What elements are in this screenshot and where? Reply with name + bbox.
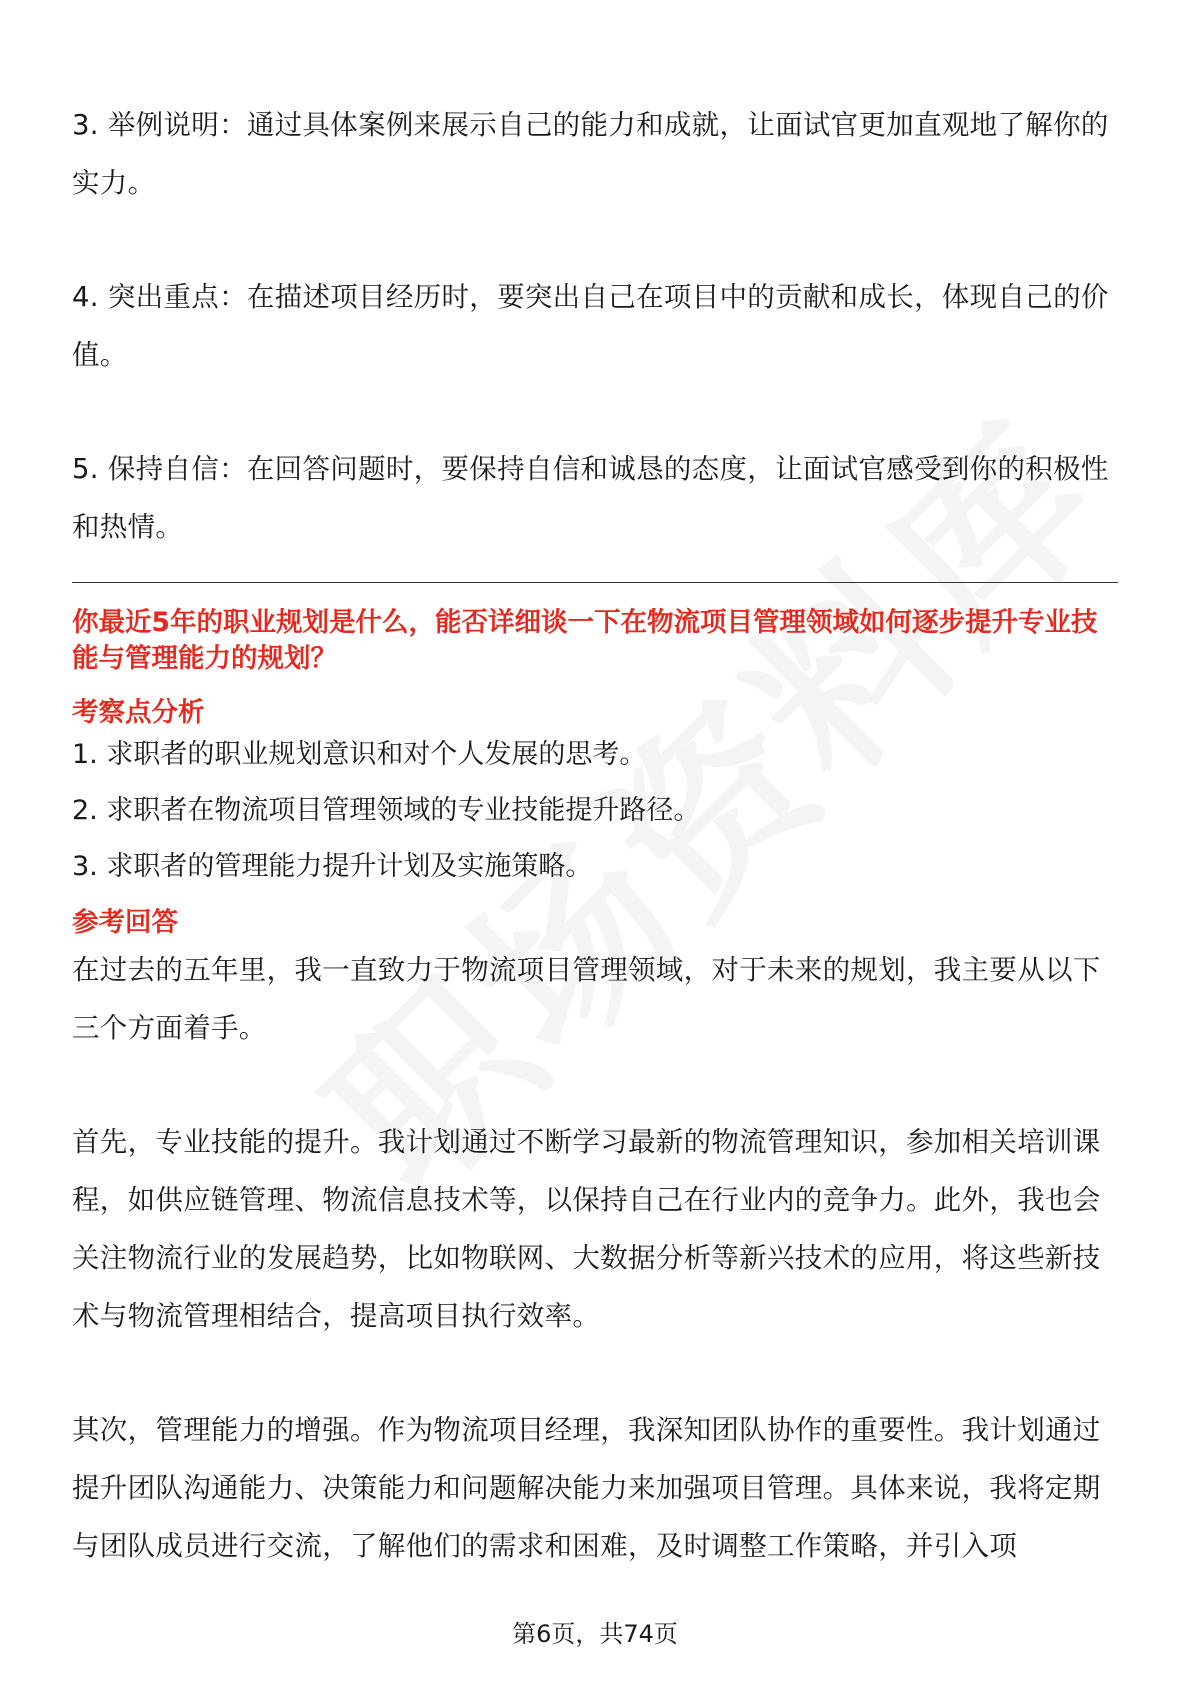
tip-paragraph-4: 4. 突出重点：在描述项目经历时，要突出自己在项目中的贡献和成长，体现自己的价值。 (72, 281, 1109, 371)
section-divider (72, 582, 1118, 583)
answer-heading: 参考回答 (72, 907, 178, 938)
answer-paragraph-3: 其次，管理能力的增强。作为物流项目经理，我深知团队协作的重要性。我计划通过提升团队沟通能力、决策能力和问题解决能力来加强项目管理。具体来说，我将定期与团队成员进行交流，了解他们的需求和困难，及时调整工作策略，并引入项 (72, 1414, 1101, 1562)
analysis-point-3: 3. 求职者的管理能力提升计划及实施策略。 (72, 851, 593, 882)
document-body (72, 96, 1118, 1575)
answer-paragraph-1: 在过去的五年里，我一直致力于物流项目管理领域，对于未来的规划，我主要从以下三个方面着手。 (72, 954, 1101, 1044)
tip-paragraph-5: 5. 保持自信：在回答问题时，要保持自信和诚恳的态度，让面试官感受到你的积极性和热情。 (72, 453, 1109, 543)
analysis-point-2: 2. 求职者在物流项目管理领域的专业技能提升路径。 (72, 795, 701, 826)
analysis-heading: 考察点分析 (72, 697, 205, 728)
analysis-point-1: 1. 求职者的职业规划意识和对个人发展的思考。 (72, 739, 647, 770)
page-footer: 第6页，共74页 (512, 1620, 678, 1648)
answer-paragraph-2: 首先，专业技能的提升。我计划通过不断学习最新的物流管理知识，参加相关培训课程，如供应链管理、物流信息技术等，以保持自己在行业内的竞争力。此外，我也会关注物流行业的发展趋势，比如物联网、大数据分析等新兴技术的应用，将这些新技术与物流管理相结合，提高项目执行效率。 (72, 1126, 1101, 1332)
tip-paragraph-3: 3. 举例说明：通过具体案例来展示自己的能力和成就，让面试官更加直观地了解你的实力。 (72, 109, 1109, 199)
question-heading: 你最近5年的职业规划是什么，能否详细谈一下在物流项目管理领域如何逐步提升专业技能与管理能力的规划？ (72, 607, 1098, 674)
